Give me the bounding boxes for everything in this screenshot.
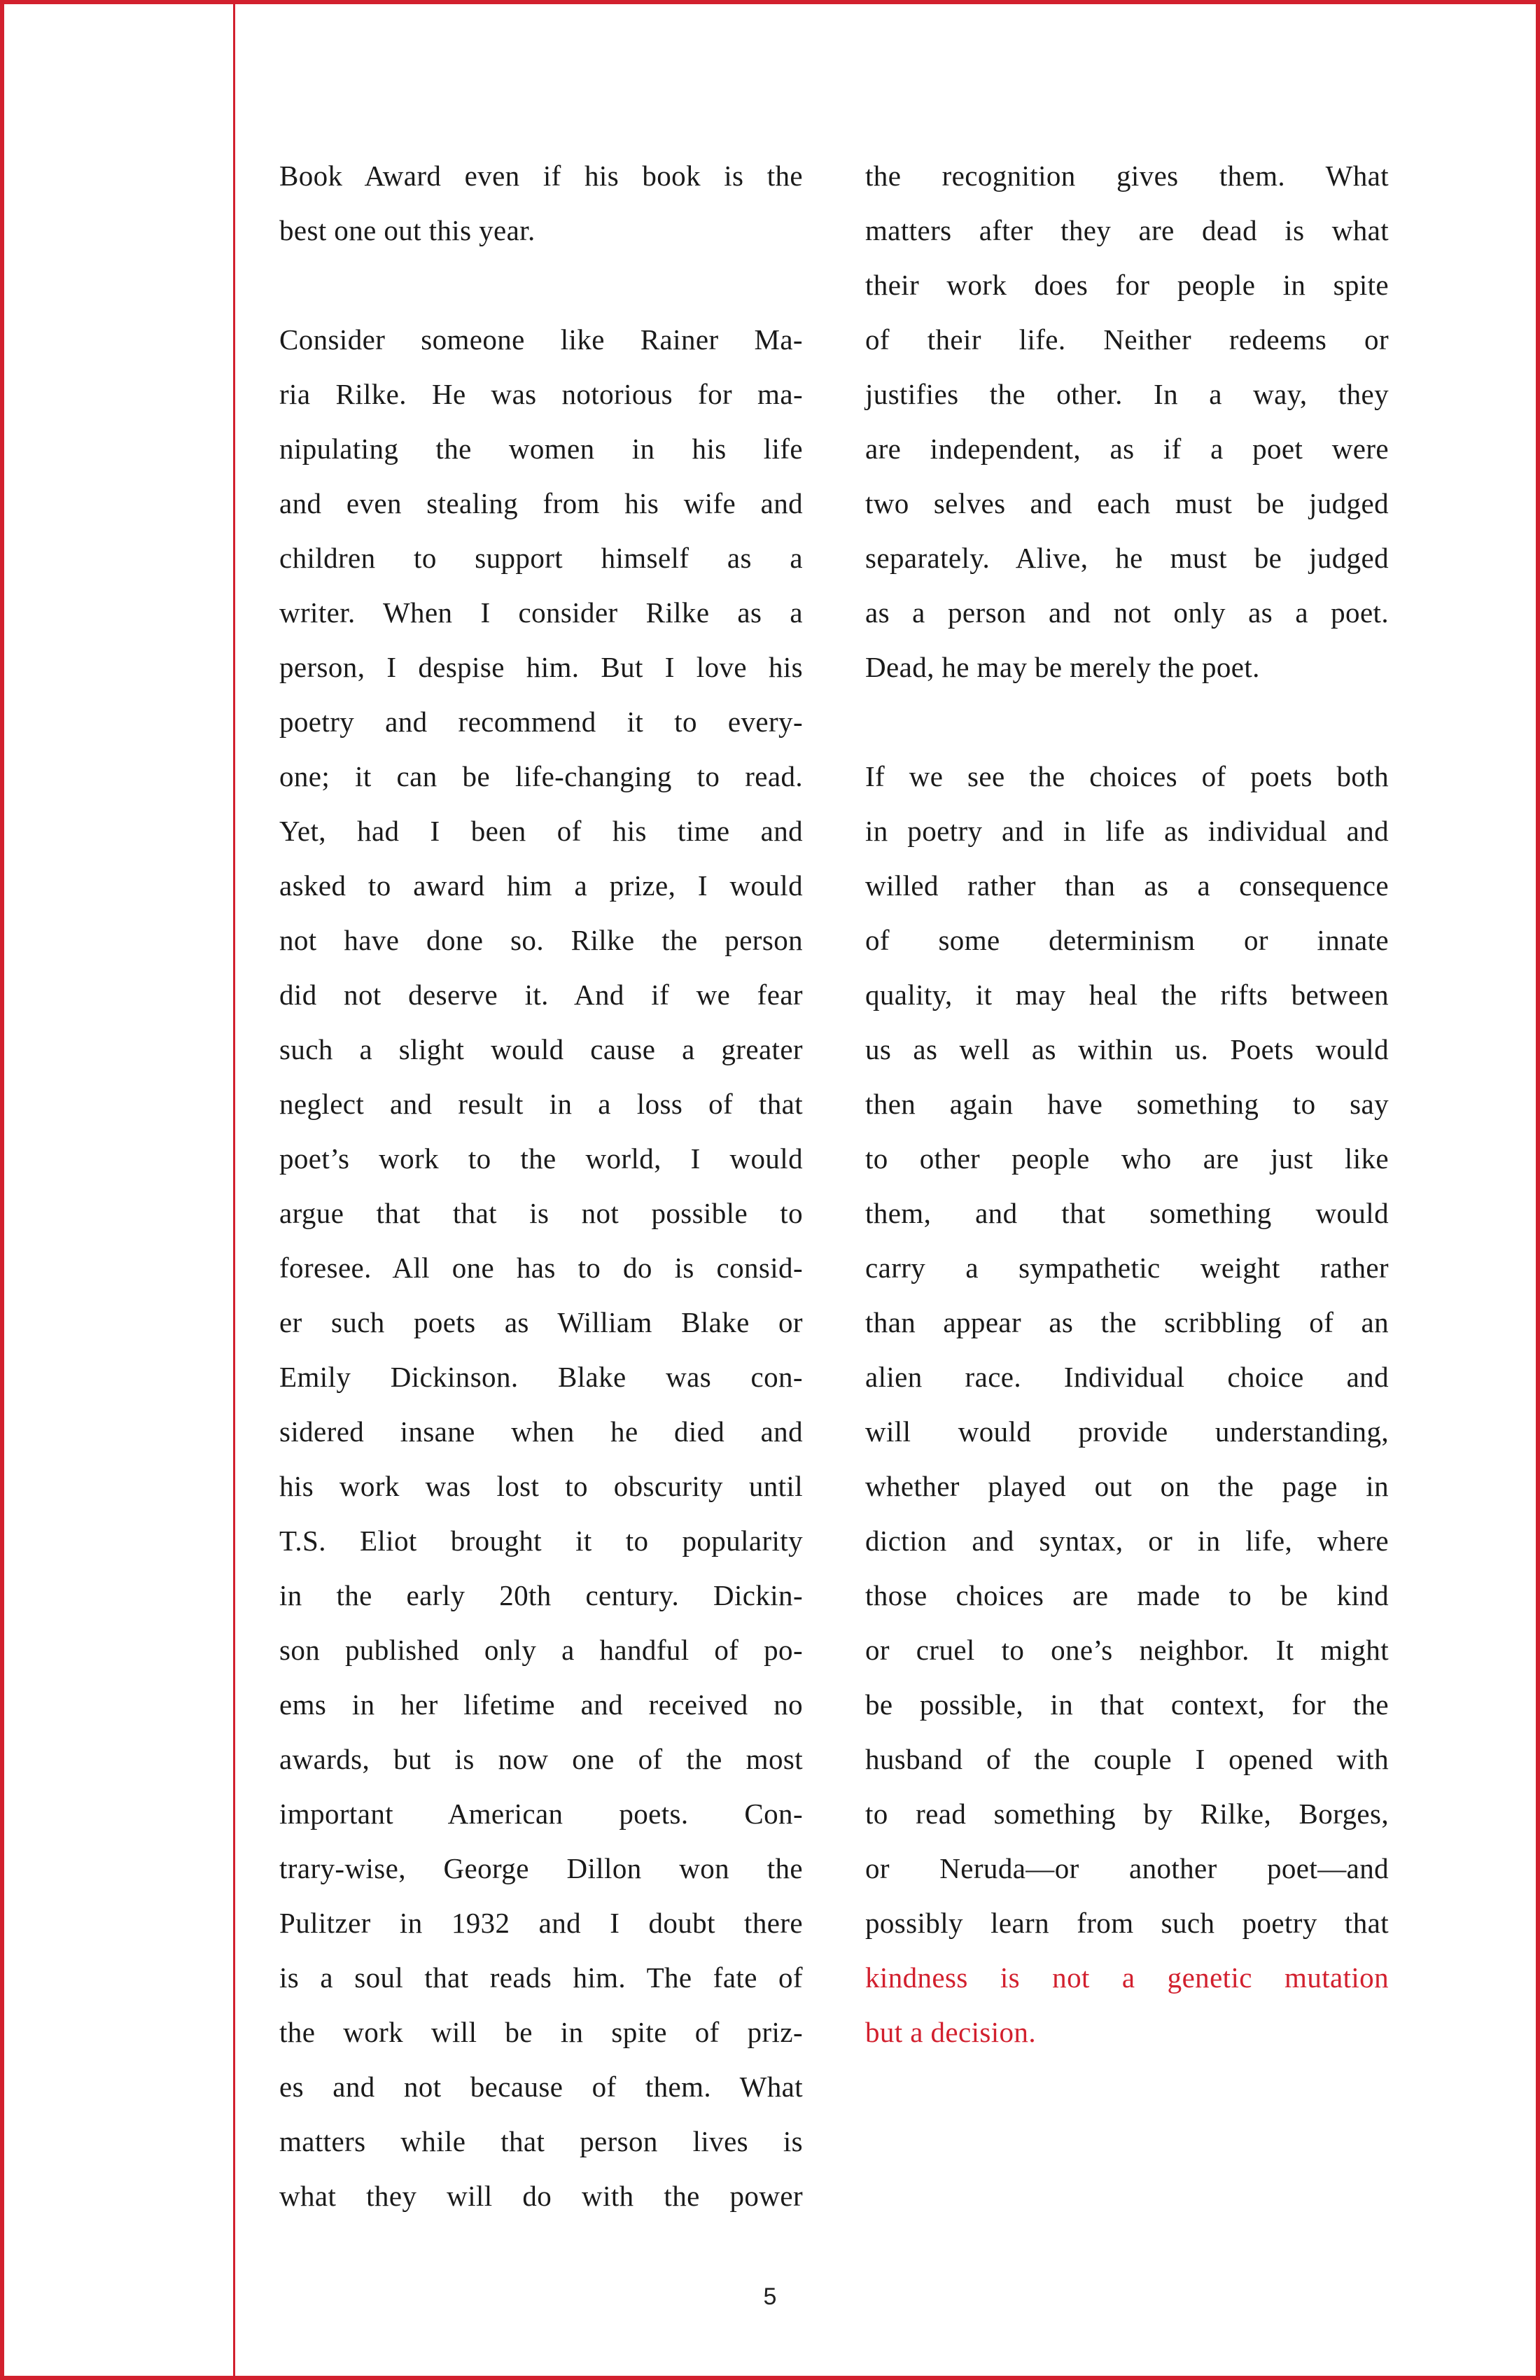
paragraph	[279, 312, 803, 2223]
text-line: their work does for people in spite	[865, 269, 1389, 301]
text-line: quality, it may heal the rifts between	[865, 979, 1389, 1011]
text-line: foresee. All one has to do is consid-	[279, 1252, 803, 1284]
text-line: poet’s work to the world, I would	[279, 1142, 803, 1175]
text-line: alien race. Individual choice and	[865, 1361, 1389, 1393]
text-line: such a slight would cause a greater	[279, 1033, 803, 1065]
text-line: awards, but is now one of the most	[279, 1743, 803, 1775]
text-line: and even stealing from his wife and	[279, 487, 803, 519]
text-line: Dead, he may be merely the poet.	[865, 651, 1260, 683]
text-line: of their life. Neither redeems or	[865, 323, 1389, 356]
text-line: those choices are made to be kind	[865, 1579, 1389, 1611]
text-line: trary-wise, George Dillon won the	[279, 1852, 803, 1884]
text-line: matters while that person lives is	[279, 2125, 803, 2157]
text-line: es and not because of them. What	[279, 2071, 803, 2103]
text-line: possibly learn from such poetry that	[865, 1907, 1389, 1939]
highlighted-text-line: but a decision.	[865, 2016, 1036, 2048]
paragraph	[865, 749, 1389, 2059]
text-line: are independent, as if a poet were	[865, 433, 1389, 465]
text-line: in poetry and in life as individual and	[865, 815, 1389, 847]
text-line: ria Rilke. He was notorious for ma-	[279, 378, 803, 410]
text-line: be possible, in that context, for the	[865, 1688, 1389, 1721]
text-line: the recognition gives them. What	[865, 160, 1389, 192]
text-line: children to support himself as a	[279, 542, 803, 574]
text-line: his work was lost to obscurity until	[279, 1470, 803, 1502]
text-line: If we see the choices of poets both	[865, 760, 1389, 792]
text-line: asked to award him a prize, I would	[279, 869, 803, 902]
text-line: as a person and not only as a poet.	[865, 596, 1389, 629]
text-line: is a soul that reads him. The fate of	[279, 1961, 803, 1994]
text-line: sidered insane when he died and	[279, 1415, 803, 1448]
margin-rule	[233, 0, 235, 2380]
text-line: Pulitzer in 1932 and I doubt there	[279, 1907, 803, 1939]
text-line: important American poets. Con-	[279, 1798, 803, 1830]
highlighted-text-line: kindness is not a genetic mutation	[865, 1961, 1389, 1994]
left-column	[279, 148, 803, 2278]
text-line: will would provide understanding,	[865, 1415, 1389, 1448]
text-line: in the early 20th century. Dickin-	[279, 1579, 803, 1611]
text-line: ems in her lifetime and received no	[279, 1688, 803, 1721]
text-line: Consider someone like Rainer Ma-	[279, 323, 803, 356]
text-line: willed rather than as a consequence	[865, 869, 1389, 902]
text-line: T.S. Eliot brought it to popularity	[279, 1525, 803, 1557]
text-line: or cruel to one’s neighbor. It might	[865, 1634, 1389, 1666]
text-line: best one out this year.	[279, 214, 536, 246]
text-line: or Neruda—or another poet—and	[865, 1852, 1389, 1884]
text-line: did not deserve it. And if we fear	[279, 979, 803, 1011]
text-line: carry a sympathetic weight rather	[865, 1252, 1389, 1284]
right-column	[865, 148, 1389, 2114]
text-line: two selves and each must be judged	[865, 487, 1389, 519]
text-line: Yet, had I been of his time and	[279, 815, 803, 847]
text-line: diction and syntax, or in life, where	[865, 1525, 1389, 1557]
page-number: 5	[763, 2283, 777, 2310]
text-line: Book Award even if his book is the	[279, 160, 803, 192]
text-line: not have done so. Rilke the person	[279, 924, 803, 956]
text-line: what they will do with the power	[279, 2180, 803, 2212]
text-line: of some determinism or innate	[865, 924, 1389, 956]
text-line: them, and that something would	[865, 1197, 1389, 1229]
text-line: to other people who are just like	[865, 1142, 1389, 1175]
text-line: us as well as within us. Poets would	[865, 1033, 1389, 1065]
text-line: neglect and result in a loss of that	[279, 1088, 803, 1120]
text-line: son published only a handful of po-	[279, 1634, 803, 1666]
text-line: argue that that is not possible to	[279, 1197, 803, 1229]
text-line: Emily Dickinson. Blake was con-	[279, 1361, 803, 1393]
text-line: than appear as the scribbling of an	[865, 1306, 1389, 1338]
text-line: er such poets as William Blake or	[279, 1306, 803, 1338]
text-line: justifies the other. In a way, they	[865, 378, 1389, 410]
text-line: nipulating the women in his life	[279, 433, 803, 465]
text-line: writer. When I consider Rilke as a	[279, 596, 803, 629]
text-line: one; it can be life-changing to read.	[279, 760, 803, 792]
text-line: husband of the couple I opened with	[865, 1743, 1389, 1775]
text-line: the work will be in spite of priz-	[279, 2016, 803, 2048]
text-line: person, I despise him. But I love his	[279, 651, 803, 683]
text-line: whether played out on the page in	[865, 1470, 1389, 1502]
text-line: separately. Alive, he must be judged	[865, 542, 1389, 574]
text-line: poetry and recommend it to every-	[279, 706, 803, 738]
paragraph	[865, 148, 1389, 694]
text-line: then again have something to say	[865, 1088, 1389, 1120]
text-line: to read something by Rilke, Borges,	[865, 1798, 1389, 1830]
paragraph	[279, 148, 803, 258]
text-line: matters after they are dead is what	[865, 214, 1389, 246]
